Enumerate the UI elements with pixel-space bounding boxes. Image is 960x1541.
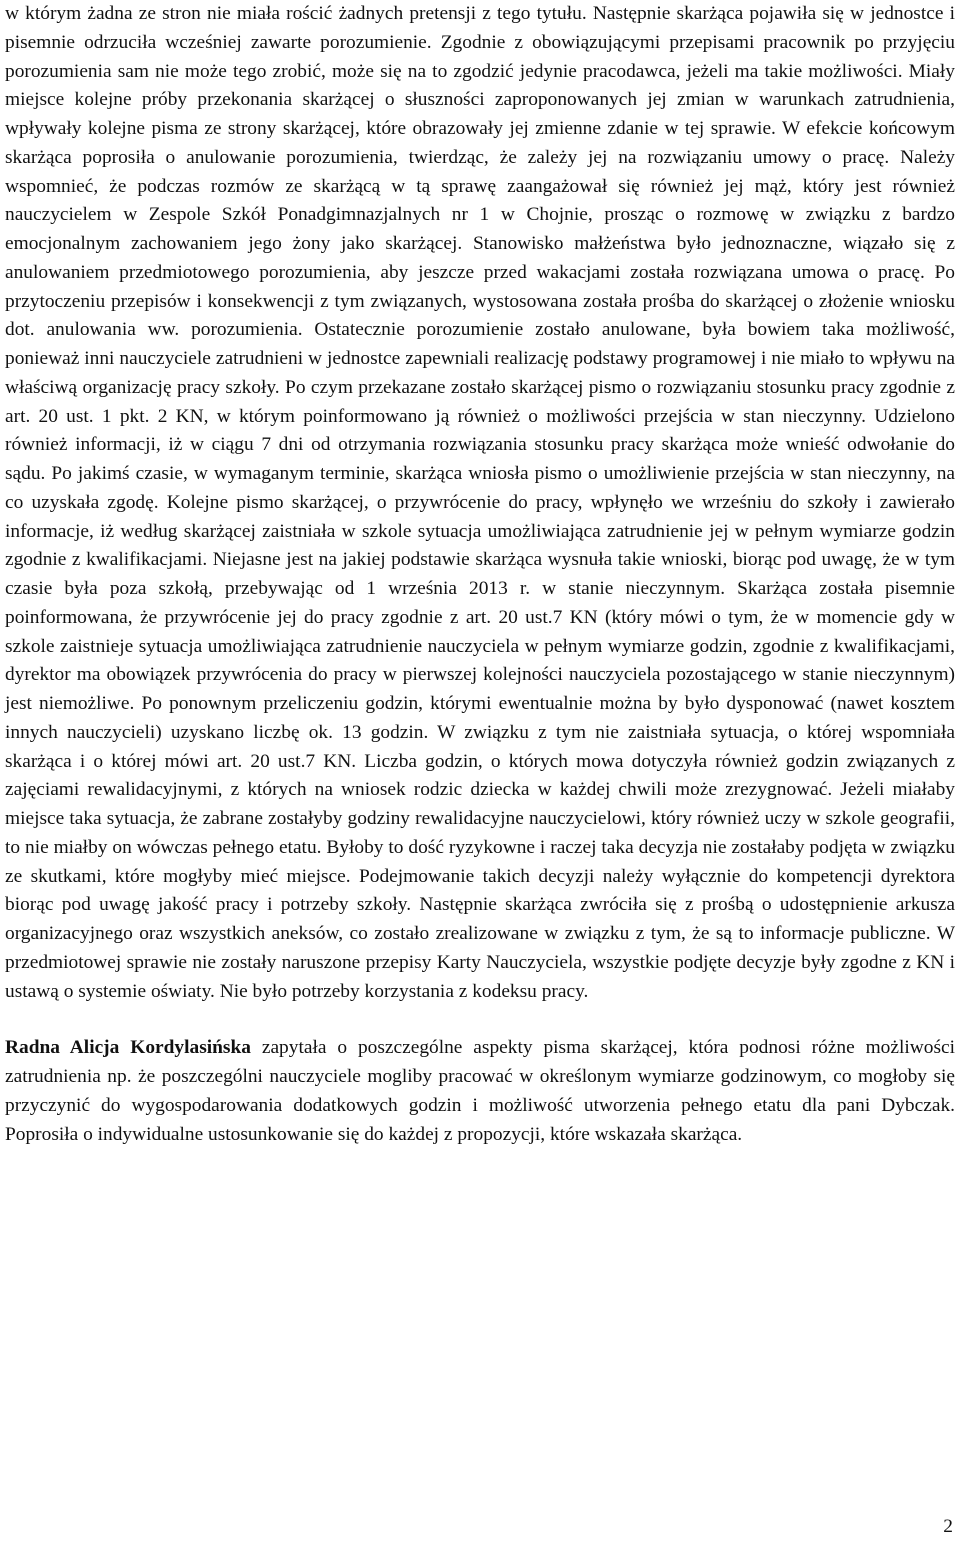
page-number: 2 bbox=[943, 1516, 953, 1537]
document-page bbox=[5, 0, 955, 1149]
body-paragraph: w którym żadna ze stron nie miała rościć żadnych pretensji z tego tytułu. Następnie skarżąca pojawiła się w jednostce i pisemnie odrzuciła wcześniej zawarte porozumienie. Zgodnie z obowiązującymi przepisami pracownik po przyjęciu porozumienia sam nie może tego zrobić, może się na to zgodzić jedynie pracodawca, jeżeli ma takie możliwości. Miały miejsce kolejne próby przekonania skarżącej o słuszności zaproponowanych jej zmian w warunkach zatrudnienia, wpływały kolejne pisma ze strony skarżącej, które obrazowały jej zmienne zdanie w tej sprawie. W efekcie końcowym skarżąca poprosiła o anulowanie porozumienia, twierdząc, że zależy jej na rozwiązaniu umowy o pracę. Należy wspomnieć, że podczas rozmów ze skarżącą w tą sprawę zaangażował się również jej mąż, który jest również nauczycielem w Zespole Szkół Ponadgimnazjalnych nr 1 w Chojnie, prosząc o rozmowę w związku z bardzo emocjonalnym zachowaniem jego żony jako skarżącej. Stanowisko małżeństwa było jednoznaczne, wiązało się z anulowaniem przedmiotowego porozumienia, aby jeszcze przed wakacjami została rozwiązana umowa o pracę. Po przytoczeniu przepisów i konsekwencji z tym związanych, wystosowana została prośba do skarżącej o złożenie wniosku dot. anulowania ww. porozumienia. Ostatecznie porozumienie zostało anulowane, była bowiem taka możliwość, ponieważ inni nauczyciele zatrudnieni w jednostce zapewniali realizację podstawy programowej i nie miało to wpływu na właściwą organizację pracy szkoły. Po czym przekazane zostało skarżącej pismo o rozwiązaniu stosunku pracy zgodnie z art. 20 ust. 1 pkt. 2 KN, w którym poinformowano ją również o możliwości przejścia w stan nieczynny. Udzielono również informacji, iż w ciągu 7 dni od otrzymania rozwiązania stosunku pracy skarżąca może wnieść odwołanie do sądu. Po jakimś czasie, w wymaganym terminie, skarżąca wniosła pismo o umożliwienie przejścia w stan nieczynny, na co uzyskała zgodę. Kolejne pismo skarżącej, o przywrócenie do pracy, wpłynęło we wrześniu do szkoły i zawierało informacje, iż według skarżącej zaistniała w szkole sytuacja umożliwiająca zatrudnienie jej w pełnym wymiarze godzin zgodnie z kwalifikacjami. Niejasne jest na jakiej podstawie skarżąca wysnuła takie wnioski, biorąc pod uwagę, że w tym czasie była poza szkołą, przebywając od 1 września 2013 r. w stanie nieczynnym. Skarżąca została pisemnie poinformowana, że przywrócenie jej do pracy zgodnie z art. 20 ust.7 KN (który mówi o tym, że w momencie gdy w szkole zaistnieje sytuacja umożliwiająca zatrudnienie nauczyciela w pełnym wymiarze godzin, zgodnie z kwalifikacjami, dyrektor ma obowiązek przywrócenia do pracy w pierwszej kolejności nauczyciela pozostającego w stanie nieczynnym) jest niemożliwe. Po ponownym przeliczeniu godzin, którymi ewentualnie można by było dysponować (nawet kosztem innych nauczycieli) uzyskano liczbę ok. 13 godzin. W związku z tym nie zaistniała sytuacja, o której wspomniała skarżąca i o której mówi art. 20 ust.7 KN. Liczba godzin, o których mowa dotyczyła również godzin związanych z zajęciami rewalidacyjnymi, z których na wniosek rodzic dziecka w każdej chwili może zrezygnować. Jeżeli miałaby miejsce taka sytuacja, że zabrane zostałyby godziny rewalidacyjne nauczycielowi, który również uczy w szkole geografii, to nie miałby on wówczas pełnego etatu. Byłoby to dość ryzykowne i raczej taka decyzja nie zostałaby podjęta w związku ze skutkami, które mogłyby mieć miejsce. Podejmowanie takich decyzji należy wyłącznie do kompetencji dyrektora biorąc pod uwagę jakość pracy i potrzeby szkoły. Następnie skarżąca zwróciła się z prośbą o udostępnienie arkusza organizacyjnego oraz wszystkich aneksów, co zostało zrealizowane w związku z tym, że są to informacje publiczne. W przedmiotowej sprawie nie zostały naruszone przepisy Karty Nauczyciela, wszystkie podjęte decyzje były zgodne z KN i ustawą o systemie oświaty. Nie było potrzeby korzystania z kodeksu pracy. bbox=[5, 3, 955, 1002]
speaker-paragraph bbox=[5, 1034, 955, 1149]
speaker-name: Radna Alicja Kordylasińska bbox=[5, 1037, 251, 1059]
speaker-paragraph-text: zapytała o poszczególne aspekty pisma skarżącej, która podnosi różne możliwości zatrudnienia np. że poszczególni nauczyciele mogliby pracować w określonym wymiarze godzinowym, co mogłoby się przyczynić do wygospodarowania dodatkowych godzin i możliwość utworzenia pełnego etatu dla pani Dybczak. Poprosiła o indywidualne ustosunkowanie się do każdej z propozycji, które wskazała skarżąca. bbox=[5, 1037, 955, 1145]
